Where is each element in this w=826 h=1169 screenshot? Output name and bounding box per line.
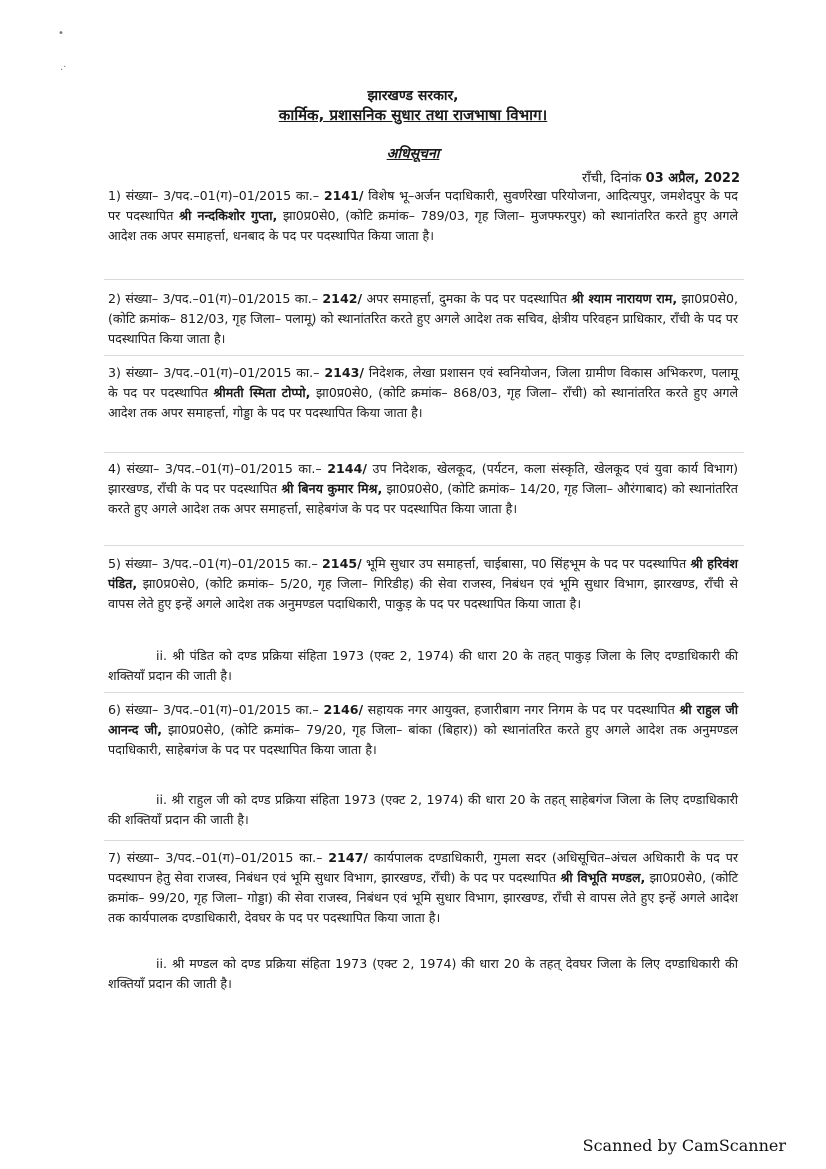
separator [104, 452, 744, 453]
separator [104, 279, 744, 280]
scan-speck: .· [60, 62, 67, 73]
separator [104, 692, 744, 693]
order-item-5-sub: ii. श्री पंडित को दण्ड प्रक्रिया संहिता 1973 (एक्ट 2, 1974) की धारा 20 के तहत् पाकुड़ जिला के लिए दण्डाधिकारी की शक्तियाँ प्रदान की जाती है। [108, 648, 738, 683]
order-item-1: 1) संख्या– 3/पद.–01(ग)–01/2015 का.– 2141/ विशेष भू–अर्जन पदाधिकारी, सुवर्णरेखा परियोजना, आदित्यपुर, जमशेदपुर के पद पर पदस्थापित श्री नन्दकिशोर गुप्ता, झा0प्र0से0, (कोटि क्रमांक– 789/03, गृह जिला– मुजफ्फरपुर) को स्थानांतरित करते हुए अगले आदेश तक अपर समाहर्त्ता, धनबाद के पद पर पदस्थापित किया जाता है। [108, 188, 738, 243]
order-item-2: 2) संख्या– 3/पद.–01(ग)–01/2015 का.– 2142/ अपर समाहर्त्ता, दुमका के पद पर पदस्थापित श्री श्याम नारायण राम, झा0प्र0से0, (कोटि क्रमांक– 812/03, गृह जिला– पलामू) को स्थानांतरित करते हुए अगले आदेश तक सचिव, क्षेत्रीय परिवहन प्राधिकार, राँची के पद पर पदस्थापित किया जाता है। [108, 291, 739, 346]
government-name: झारखण्ड सरकार, [367, 88, 459, 104]
order-item-4: 4) संख्या– 3/पद.–01(ग)–01/2015 का.– 2144/ उप निदेशक, खेलकूद, (पर्यटन, कला संस्कृति, खेलकूद एवं युवा कार्य विभाग) झारखण्ड, राँची के पद पर पदस्थापित श्री बिनय कुमार मिश्र, झा0प्र0से0, (कोटि क्रमांक– 14/20, गृह जिला– औरंगाबाद) को स्थानांतरित करते हुए अगले आदेश तक अपर समाहर्त्ता, साहेबगंज के पद पर पदस्थापित किया जाता है। [108, 461, 738, 516]
scan-speck: • [58, 28, 64, 39]
order-item-5: 5) संख्या– 3/पद.–01(ग)–01/2015 का.– 2145/ भूमि सुधार उप समाहर्त्ता, चाईबासा, प0 सिंहभूम के पद पर पदस्थापित श्री हरिवंश पंडित, झा0प्र0से0, (कोटि क्रमांक– 5/20, गृह जिला– गिरिडीह) की सेवा राजस्व, निबंधन एवं भूमि सुधार विभाग, झारखण्ड, राँची से वापस लेते हुए इन्हें अगले आदेश तक अनुमण्डल पदाधिकारी, पाकुड़ के पद पर पदस्थापित किया जाता है। [108, 556, 738, 611]
order-item-6-sub: ii. श्री राहुल जी को दण्ड प्रक्रिया संहिता 1973 (एक्ट 2, 1974) की धारा 20 के तहत् साहेबगंज जिला के लिए दण्डाधिकारी की शक्तियाँ प्रदान की जाती है। [108, 792, 738, 827]
separator [104, 840, 744, 841]
scanner-watermark: Scanned by CamScanner [582, 1136, 786, 1155]
separator [104, 545, 744, 546]
order-item-7: 7) संख्या– 3/पद.–01(ग)–01/2015 का.– 2147/ कार्यपालक दण्डाधिकारी, गुमला सदर (अधिसूचित–अंचल अधिकारी के पद पर पदस्थापन हेतु सेवा राजस्व, निबंधन एवं भूमि सुधार विभाग, झारखण्ड, राँची) के पद पर पदस्थापित श्री विभूति मण्डल, झा0प्र0से0, (कोटि क्रमांक– 99/20, गृह जिला– गोड्डा) की सेवा राजस्व, निबंधन एवं भूमि सुधार विभाग, झारखण्ड, राँची से वापस लेते हुए इन्हें अगले आदेश तक कार्यपालक दण्डाधिकारी, देवघर के पद पर पदस्थापित किया जाता है। [108, 850, 738, 925]
order-item-3: 3) संख्या– 3/पद.–01(ग)–01/2015 का.– 2143/ निदेशक, लेखा प्रशासन एवं स्वनियोजन, जिला ग्रामीण विकास अभिकरण, पलामू के पद पर पदस्थापित श्रीमती स्मिता टोप्पो, झा0प्र0से0, (कोटि क्रमांक– 868/03, गृह जिला– राँची) को स्थानांतरित करते हुए अगले आदेश तक अपर समाहर्त्ता, गोड्डा के पद पर पदस्थापित किया जाता है। [108, 365, 739, 420]
department-name: कार्मिक, प्रशासनिक सुधार तथा राजभाषा विभाग। [278, 106, 548, 124]
order-item-6: 6) संख्या– 3/पद.–01(ग)–01/2015 का.– 2146/ सहायक नगर आयुक्त, हजारीबाग नगर निगम के पद पर पदस्थापित श्री राहुल जी आनन्द जी, झा0प्र0से0, (कोटि क्रमांक– 79/20, गृह जिला– बांका (बिहार)) को स्थानांतरित करते हुए अगले आदेश तक अनुमण्डल पदाधिकारी, साहेबगंज के पद पर पदस्थापित किया जाता है। [108, 702, 738, 757]
notice-date: राँची, दिनांक 03 अप्रैल, 2022 [582, 171, 740, 186]
separator [104, 355, 744, 356]
notice-title: अधिसूचना [386, 146, 440, 162]
order-item-7-sub: ii. श्री मण्डल को दण्ड प्रक्रिया संहिता 1973 (एक्ट 2, 1974) की धारा 20 के तहत् देवघर जिला के लिए दण्डाधिकारी की शक्तियाँ प्रदान की जाती है। [108, 956, 738, 991]
